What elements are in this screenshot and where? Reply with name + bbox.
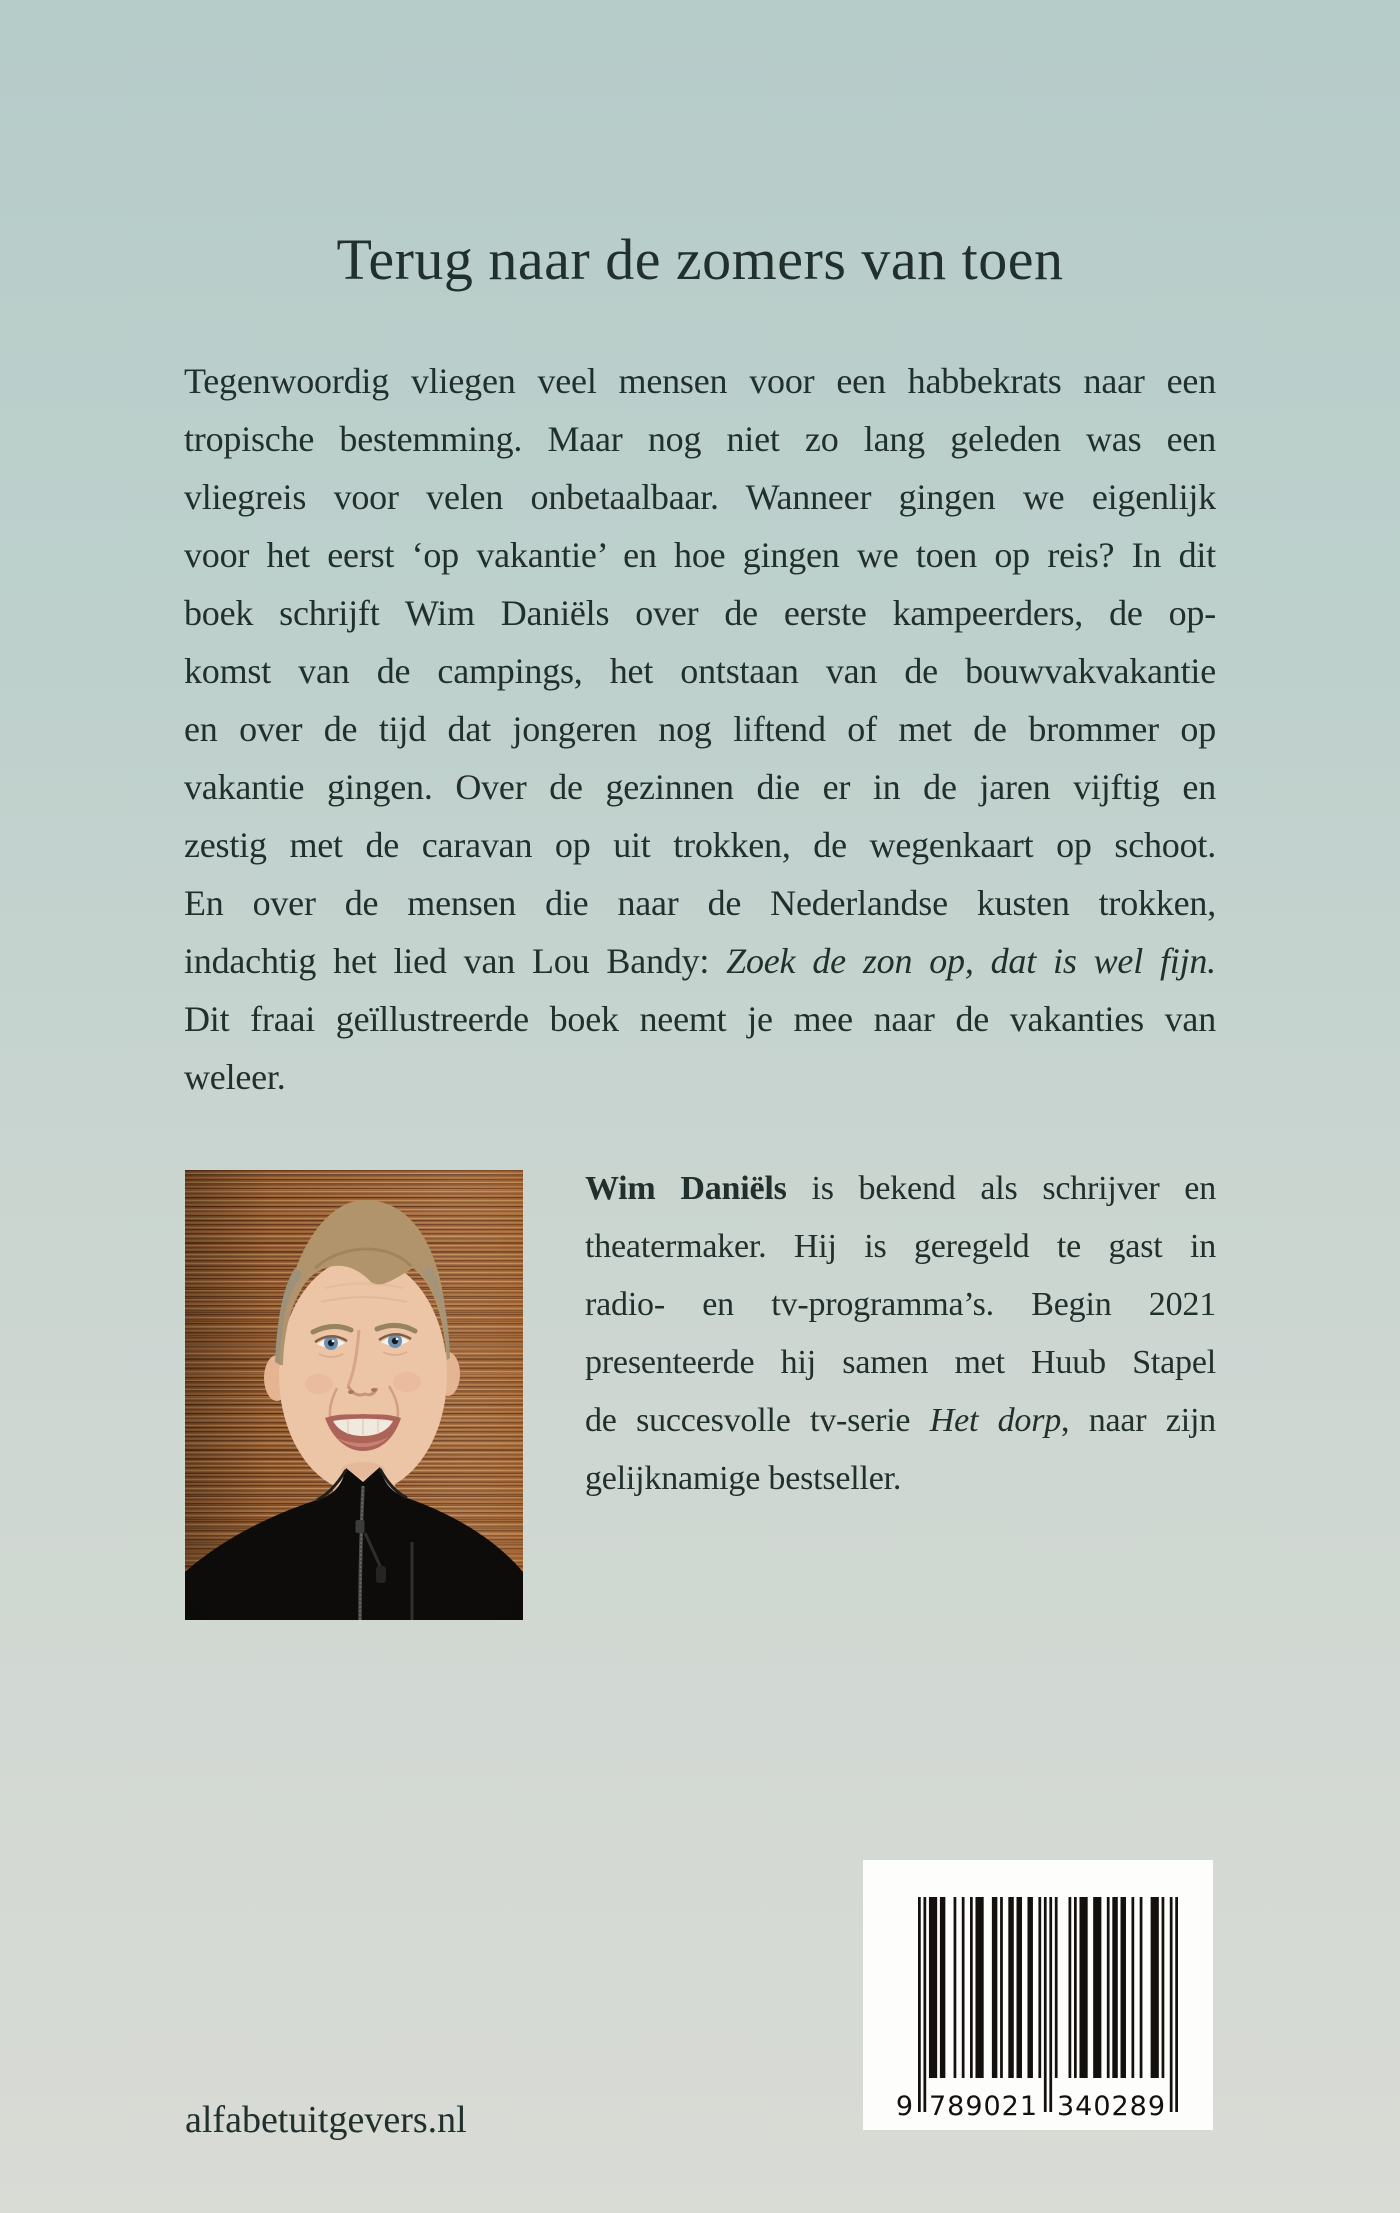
- barcode-bar: [1017, 1897, 1022, 2078]
- barcode-bar: [970, 1897, 973, 2078]
- barcode-bar: [1049, 1897, 1052, 2112]
- page-title: Terug naar de zomers van toen: [336, 227, 1064, 292]
- text-segment: zestig met de caravan op uit trokken, de wegenkaart op schoot.: [184, 825, 1216, 865]
- barcode-bar: [918, 1897, 921, 2112]
- barcode-bar: [1151, 1897, 1159, 2078]
- text-segment: en over de tijd dat jongeren nog liftend of met de brommer op: [184, 709, 1216, 749]
- barcode-bars: [863, 1860, 1213, 2130]
- text-segment: En over de mensen die naar de Nederlandse kusten trokken,: [184, 883, 1216, 923]
- text-segment: Dit fraai geïllustreerde boek neemt je mee naar de vakanties van: [184, 999, 1216, 1039]
- text-segment: presenteerde hij samen met Huub Stapel: [585, 1344, 1216, 1381]
- barcode-bar: [923, 1897, 926, 2112]
- blurb-line: [184, 990, 1216, 1048]
- blurb-line: [184, 468, 1216, 526]
- author-bio: [585, 1160, 1216, 1508]
- author-photo: [185, 1170, 523, 1620]
- italic-text: Zoek de zon op, dat is wel fijn.: [726, 941, 1216, 981]
- blurb-line: [184, 1048, 1216, 1106]
- barcode-bar: [1000, 1897, 1003, 2078]
- barcode-bar: [940, 1897, 945, 2078]
- barcode-bar: [1131, 1897, 1134, 2078]
- bio-line: [585, 1450, 1216, 1508]
- bio-line: [585, 1160, 1216, 1218]
- barcode-digit-group: 9: [895, 2091, 913, 2122]
- bio-line: [585, 1276, 1216, 1334]
- text-segment: vakantie gingen. Over de gezinnen die er in de jaren vijftig en: [184, 767, 1216, 807]
- bio-line: [585, 1392, 1216, 1450]
- blurb-line: [184, 584, 1216, 642]
- blurb-line: [184, 526, 1216, 584]
- text-segment: Tegenwoordig vliegen veel mensen voor een habbekrats naar een: [184, 361, 1216, 401]
- barcode-bar: [1074, 1897, 1077, 2078]
- text-segment: radio- en tv-programma’s. Begin 2021: [585, 1286, 1216, 1323]
- blurb-line: [184, 758, 1216, 816]
- barcode-digit-group: 340289: [1057, 2091, 1165, 2122]
- barcode-bar: [1038, 1897, 1041, 2078]
- barcode-digit-group: 789021: [929, 2091, 1037, 2122]
- text-segment: voor het eerst ‘op vakantie’ en hoe gingen we toen op reis? In dit: [184, 535, 1216, 575]
- barcode-bar: [1008, 1897, 1013, 2078]
- barcode-bar: [1093, 1897, 1101, 2078]
- blurb-line: [184, 642, 1216, 700]
- bold-text: Wim Daniëls: [585, 1170, 787, 1207]
- barcode-bar: [1027, 1897, 1032, 2078]
- barcode-bar: [954, 1897, 957, 2078]
- barcode-bar: [1112, 1897, 1117, 2078]
- text-segment: indachtig het lied van Lou Bandy:: [184, 941, 727, 981]
- publisher-url: alfabetuitgevers.nl: [185, 2099, 467, 2141]
- text-segment: de succesvolle tv-serie: [585, 1402, 930, 1439]
- barcode-bar: [1170, 1897, 1173, 2112]
- text-segment: weleer.: [184, 1057, 286, 1097]
- blurb-line: [184, 874, 1216, 932]
- barcode-bar: [992, 1897, 997, 2078]
- italic-text: Het dorp: [929, 1402, 1062, 1439]
- text-segment: gelijknamige bestseller.: [585, 1460, 902, 1497]
- barcode-bar: [975, 1897, 983, 2078]
- barcode-bar: [1069, 1897, 1072, 2078]
- barcode-bar: [962, 1897, 965, 2078]
- blurb-paragraph: [184, 352, 1216, 1106]
- blurb-line: [184, 932, 1216, 990]
- barcode-bar: [1055, 1897, 1058, 2078]
- text-segment: tropische bestemming. Maar nog niet zo lang geleden was een: [184, 419, 1216, 459]
- text-segment: theatermaker. Hij is geregeld te gast in: [585, 1228, 1216, 1265]
- blurb-line: [184, 410, 1216, 468]
- blurb-line: [184, 816, 1216, 874]
- barcode-bar: [1079, 1897, 1087, 2078]
- barcode-bar: [1140, 1897, 1143, 2078]
- text-segment: vliegreis voor velen onbetaalbaar. Wanneer gingen we eigenlijk: [184, 477, 1216, 517]
- text-segment: boek schrijft Wim Daniëls over de eerste kampeerders, de op-: [184, 593, 1216, 633]
- blurb-line: [184, 352, 1216, 410]
- bio-line: [585, 1334, 1216, 1392]
- text-segment: , naar zijn: [1061, 1402, 1216, 1439]
- bio-line: [585, 1218, 1216, 1276]
- barcode-bar: [1175, 1897, 1178, 2112]
- barcode-bar: [1107, 1897, 1110, 2078]
- barcode-bar: [1121, 1897, 1126, 2078]
- barcode-bar: [1044, 1897, 1047, 2112]
- barcode-bar: [929, 1897, 937, 2078]
- text-segment: komst van de campings, het ontstaan van de bouwvakvakantie: [184, 651, 1216, 691]
- barcode: [863, 1860, 1213, 2130]
- barcode-bar: [1162, 1897, 1165, 2078]
- blurb-line: [184, 700, 1216, 758]
- text-segment: is bekend als schrijver en: [786, 1170, 1216, 1207]
